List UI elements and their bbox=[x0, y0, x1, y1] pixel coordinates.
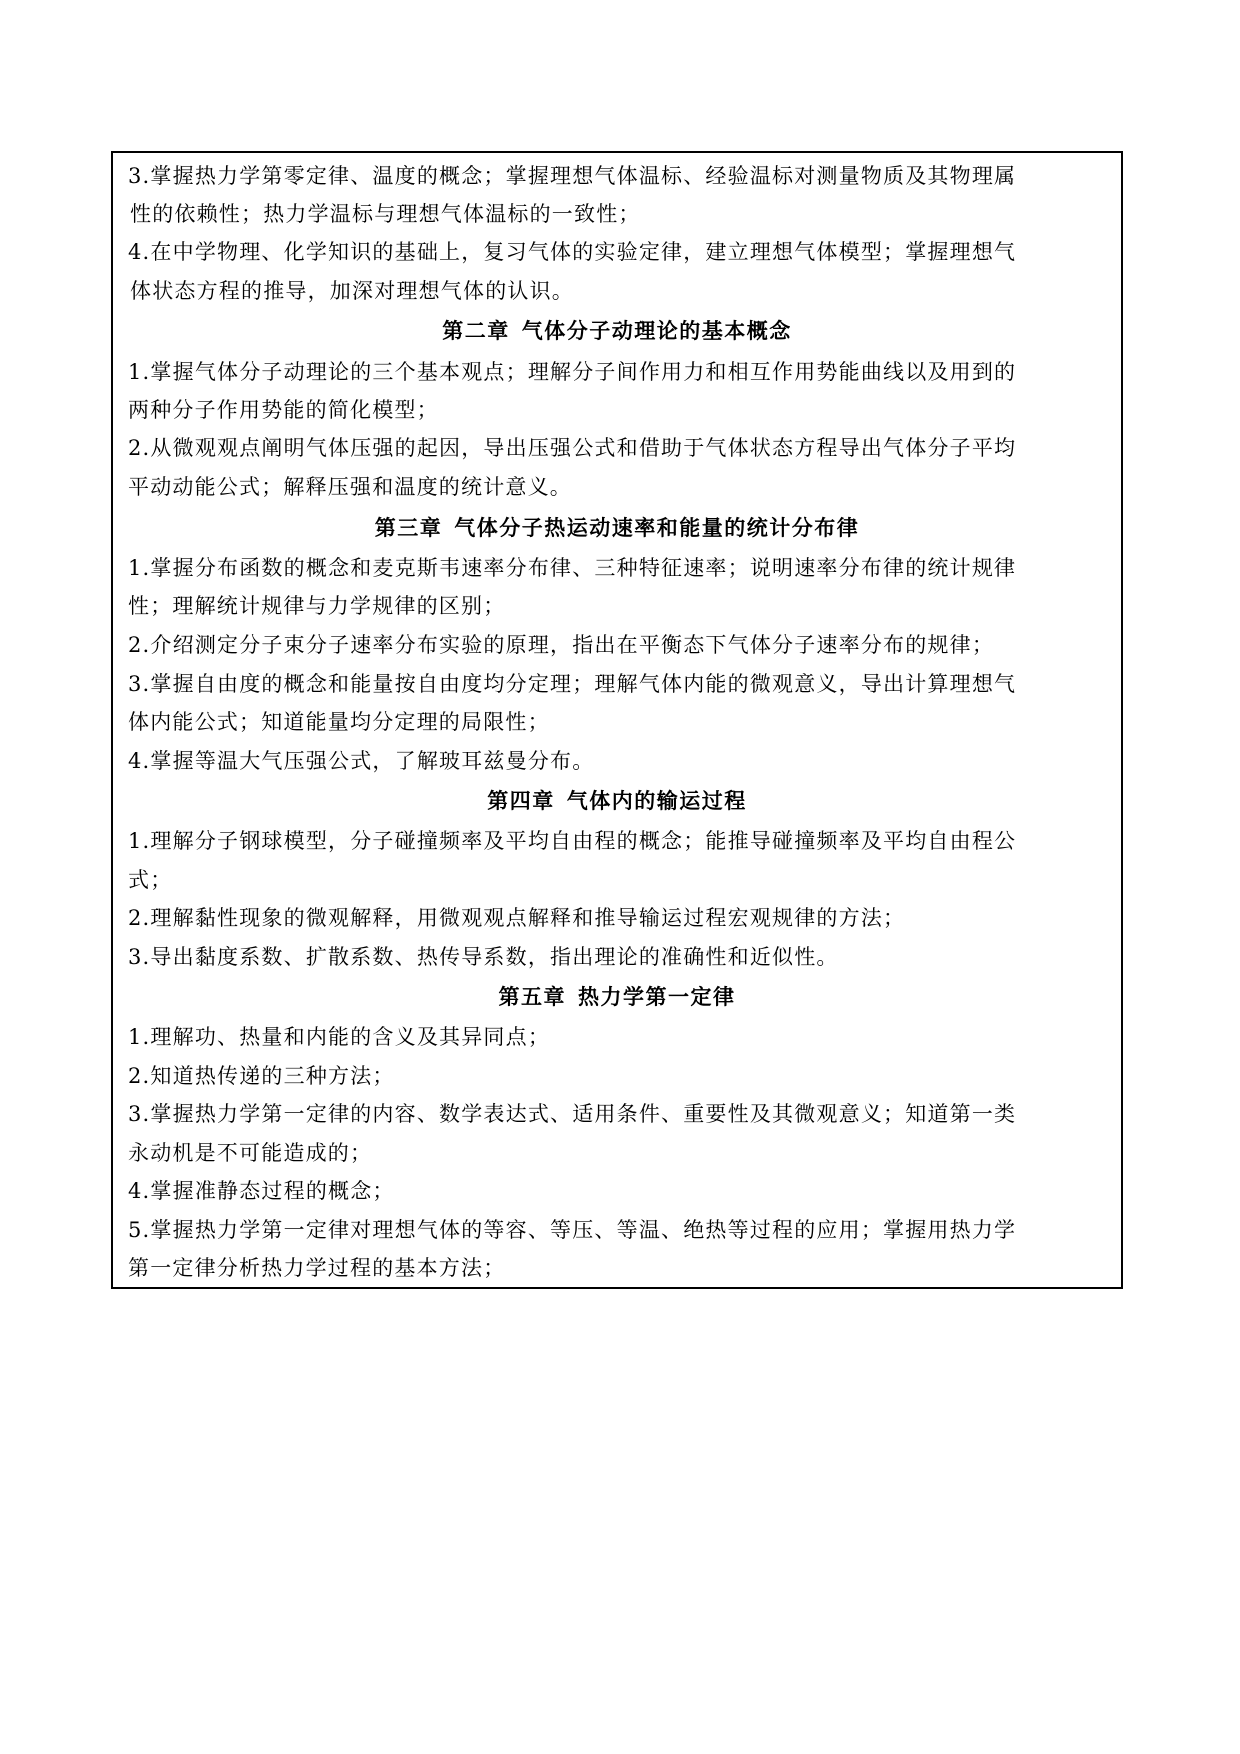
ch5-item2-line1: 2.知道热传递的三种方法； bbox=[128, 1063, 395, 1088]
chapter4-number: 第四章 bbox=[487, 788, 555, 814]
ch5-item1-line1: 1.理解功、热量和内能的含义及其异同点； bbox=[128, 1024, 551, 1049]
chapter3-number: 第三章 bbox=[374, 515, 443, 541]
ch5-item3-line1: 3.掌握热力学第一定律的内容、数学表达式、适用条件、重要性及其微观意义；知道第一类 bbox=[128, 1102, 1017, 1127]
syllabus-table-cell bbox=[111, 151, 1123, 1289]
chapter2-title: 气体分子动理论的基本概念 bbox=[521, 318, 792, 344]
ch3-item1-line2: 性；理解统计规律与力学规律的区别； bbox=[128, 594, 506, 619]
ch2-item1-line2: 两种分子作用势能的简化模型； bbox=[128, 398, 439, 423]
ch5-item4-line1: 4.掌握准静态过程的概念； bbox=[128, 1178, 395, 1203]
ch5-item5-line2: 第一定律分析热力学过程的基本方法； bbox=[128, 1256, 506, 1281]
ch3-item1-line1: 1.掌握分布函数的概念和麦克斯韦速率分布律、三种特征速率；说明速率分布律的统计规律 bbox=[128, 555, 1017, 580]
ch2-item1-line1: 1.掌握气体分子动理论的三个基本观点；理解分子间作用力和相互作用势能曲线以及用到的 bbox=[128, 359, 1017, 384]
ch5-item3-line2: 永动机是不可能造成的； bbox=[128, 1141, 373, 1166]
ch1-item3-line1: 3.掌握热力学第零定律、温度的概念；掌握理想气体温标、经验温标对测量物质及其物理属 bbox=[128, 163, 1017, 188]
chapter5-heading bbox=[113, 982, 1121, 1012]
ch2-item2-line2: 平动动能公式；解释压强和温度的统计意义。 bbox=[128, 474, 572, 499]
ch3-item4-line1: 4.掌握等温大气压强公式，了解玻耳兹曼分布。 bbox=[128, 749, 595, 774]
chapter5-number: 第五章 bbox=[498, 984, 566, 1010]
chapter4-heading bbox=[113, 786, 1121, 816]
chapter5-title: 热力学第一定律 bbox=[578, 984, 736, 1010]
ch1-item3-line2: 性的依赖性；热力学温标与理想气体温标的一致性； bbox=[130, 202, 641, 227]
ch3-item3-line1: 3.掌握自由度的概念和能量按自由度均分定理；理解气体内能的微观意义，导出计算理想气 bbox=[128, 671, 1017, 696]
chapter4-title: 气体内的输运过程 bbox=[566, 788, 747, 814]
chapter2-heading bbox=[113, 316, 1121, 346]
ch4-item1-line1: 1.理解分子钢球模型，分子碰撞频率及平均自由程的概念；能推导碰撞频率及平均自由程公 bbox=[128, 829, 1017, 854]
ch4-item1-line2: 式； bbox=[128, 867, 173, 892]
chapter2-number: 第二章 bbox=[442, 318, 510, 344]
ch4-item2-line1: 2.理解黏性现象的微观解释，用微观观点解释和推导输运过程宏观规律的方法； bbox=[128, 906, 906, 931]
ch2-item2-line1: 2.从微观观点阐明气体压强的起因，导出压强公式和借助于气体状态方程导出气体分子平均 bbox=[128, 436, 1017, 461]
ch5-item5-line1: 5.掌握热力学第一定律对理想气体的等容、等压、等温、绝热等过程的应用；掌握用热力学 bbox=[128, 1217, 1017, 1242]
chapter3-heading bbox=[113, 513, 1121, 543]
chapter3-title: 气体分子热运动速率和能量的统计分布律 bbox=[454, 515, 860, 541]
ch4-item3-line1: 3.导出黏度系数、扩散系数、热传导系数，指出理论的准确性和近似性。 bbox=[128, 945, 839, 970]
ch3-item3-line2: 体内能公式；知道能量均分定理的局限性； bbox=[128, 710, 550, 735]
ch3-item2-line1: 2.介绍测定分子束分子速率分布实验的原理，指出在平衡态下气体分子速率分布的规律； bbox=[128, 633, 995, 658]
ch1-item4-line1: 4.在中学物理、化学知识的基础上，复习气体的实验定律，建立理想气体模型；掌握理想气 bbox=[128, 240, 1017, 265]
ch1-item4-line2: 体状态方程的推导，加深对理想气体的认识。 bbox=[130, 278, 574, 303]
